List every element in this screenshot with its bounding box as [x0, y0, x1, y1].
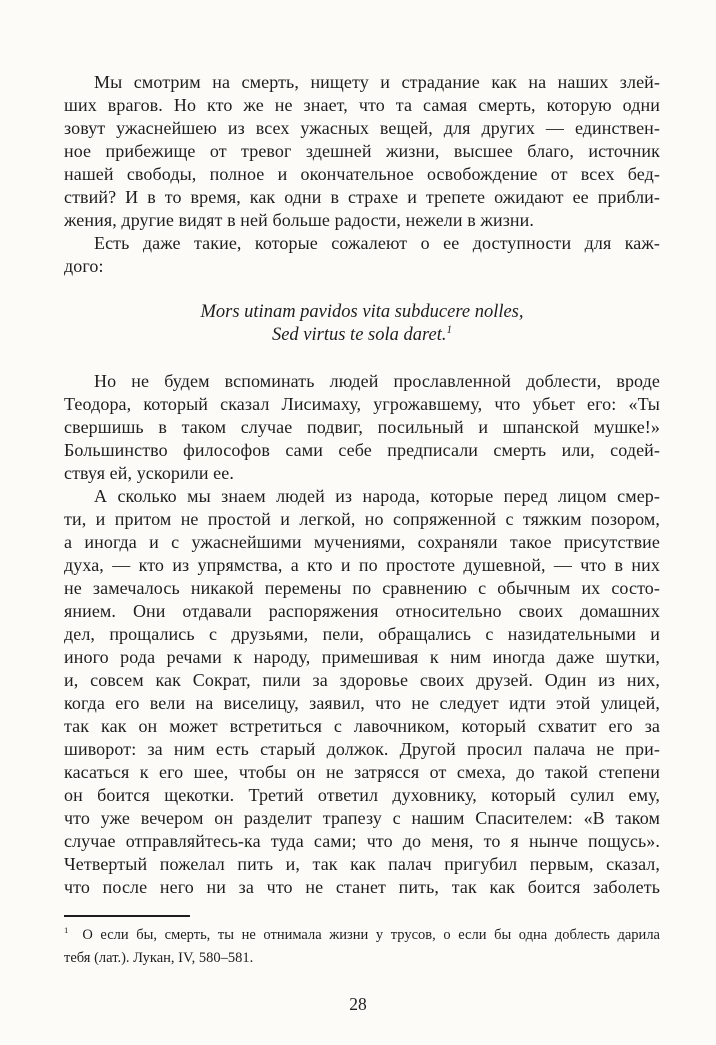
footnote-marker: 1	[64, 925, 69, 936]
paragraph	[64, 485, 660, 899]
text-line: Но не будем вспоминать людей прославленной доблести, вроде	[94, 371, 660, 391]
text-line: Теодора, который сказал Лисимаху, угрожавшему, что убьет его: «Ты	[64, 394, 660, 414]
footnote-line	[64, 924, 660, 947]
text-line: а иногда и с ужаснейшими мучениями, сохраняли такое присутствие	[64, 532, 660, 552]
page-number: 28	[349, 994, 367, 1014]
text-line: дел, прощались с друзьями, пели, обращались с назидательными и	[64, 624, 660, 644]
text-line: ших врагов. Но кто же не знает, что та самая смерть, которую одни	[64, 95, 660, 115]
footnote-block	[64, 915, 660, 970]
quote-line: Mors utinam pavidos vita subducere nolles,	[200, 302, 524, 322]
quote-line	[64, 324, 660, 347]
text-line: дого:	[64, 256, 104, 276]
text-line: ствуя ей, ускорили ее.	[64, 463, 234, 483]
text-line: что уже вечером он разделит трапезу с нашим Спасителем: «В таком	[64, 808, 660, 828]
text-line: А сколько мы знаем людей из народа, которые перед лицом смер-	[94, 486, 660, 506]
text-line: янием. Они отдавали распоряжения относительно своих домашних	[64, 601, 660, 621]
quote-text: Sed virtus te sola daret.	[271, 325, 447, 345]
text-line: свершишь в таком случае подвиг, посильный и шпанской мушке!»	[64, 417, 660, 437]
text-line: жения, другие видят в ней больше радости, нежели в жизни.	[64, 210, 534, 230]
text-line: что после него ни за что не станет пить, так как боится заболеть	[64, 877, 660, 897]
footnote-divider	[64, 915, 190, 917]
text-line: Есть даже такие, которые сожалеют о ее доступности для каж-	[94, 233, 660, 253]
text-line: и, совсем как Сократ, пили за здоровье своих друзей. Один из них,	[64, 670, 660, 690]
paragraph	[64, 71, 660, 232]
text-line: Большинство философов сами себе предписали смерть или, содей-	[64, 440, 660, 460]
text-line: Мы смотрим на смерть, нищету и страдание как на наших злей-	[94, 72, 660, 92]
text-line: шиворот: за ним есть старый должок. Другой просил палача не при-	[64, 739, 660, 759]
text-line: случае отправляйтесь-ка туда сами; что до меня, то я нынче пощусь».	[64, 831, 660, 851]
text-column	[64, 71, 660, 970]
text-line: зовут ужаснейшею из всех ужасных вещей, для других — единствен-	[64, 118, 660, 138]
footnote-text: О если бы, смерть, ты не отнимала жизни у трусов, о если бы одна доблесть дарила	[82, 927, 660, 943]
text-line: он боится щекотки. Третий ответил духовнику, который сулил ему,	[64, 785, 660, 805]
footnote-reference: 1	[446, 323, 453, 336]
text-line: иного рода речами к народу, примешивая к ним иногда даже шутки,	[64, 647, 660, 667]
text-line: не замечалось никакой перемены по сравнению с обычным их состо-	[64, 578, 660, 598]
latin-quote	[64, 301, 660, 347]
text-line: ствий? И в то время, как одни в страхе и трепете ожидают ее прибли-	[64, 187, 660, 207]
text-line: касаться к его шее, чтобы он не затрясся от смеха, до такой степени	[64, 762, 660, 782]
text-line: так как он может встретиться с лавочником, который схватит его за	[64, 716, 660, 736]
paragraph	[64, 370, 660, 485]
text-line: Четвертый пожелал пить и, так как палач пригубил первым, сказал,	[64, 854, 660, 874]
text-line: когда его вели на виселицу, заявил, что не следует идти этой улицей,	[64, 693, 660, 713]
text-line: нашей свободы, полное и окончательное освобождение от всех бед-	[64, 164, 660, 184]
footnote-line: тебя (лат.). Лукан, IV, 580–581.	[64, 950, 254, 966]
text-line: духа, — кто из упрямства, а кто и по простоте душевной, — что в них	[64, 555, 660, 575]
text-line: ти, и притом не простой и легкой, но сопряженной с тяжким позором,	[64, 509, 660, 529]
paragraph	[64, 232, 660, 278]
text-line: ное прибежище от тревог здешней жизни, высшее благо, источник	[64, 141, 660, 161]
